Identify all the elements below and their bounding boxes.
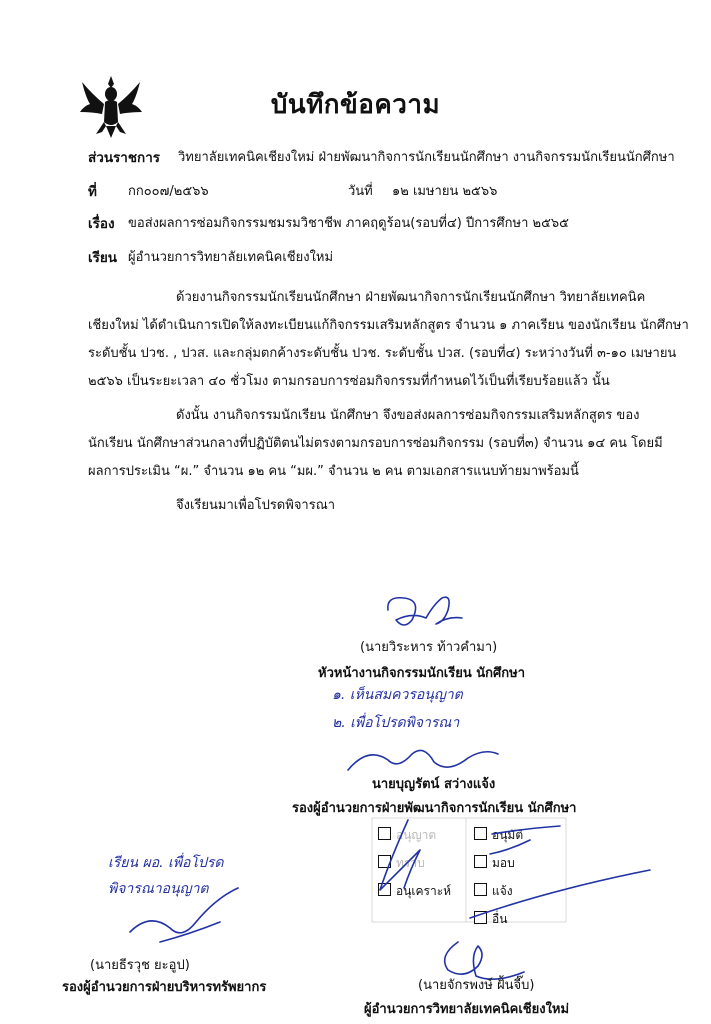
ref-value: กก๐๐๗/๒๕๖๖ bbox=[128, 184, 209, 199]
signatory1-position: หัวหน้างานกิจกรรมนักเรียน นักศึกษา bbox=[318, 666, 526, 681]
signatory4-name: (นายจักรพงษ์ ฝั้นจี๊บ) bbox=[418, 978, 535, 993]
paragraph1-line4: ๒๕๖๖ เป็นระยะเวลา ๔๐ ชั่วโมง ตามกรอบการซ่อมกิจกรรมที่กำหนดไว้เป็นที่เรียบร้อยแล้ว นั้น bbox=[88, 374, 610, 389]
closing-line: จึงเรียนมาเพื่อโปรดพิจารณา bbox=[176, 498, 336, 513]
checkbox-approve-label: อนุมัติ bbox=[492, 828, 524, 842]
checkbox-acknowledge-label: ทราบ bbox=[396, 856, 425, 870]
signatory1-name: (นายวิระหาร ท้าวคำมา) bbox=[360, 640, 498, 655]
checkbox-support-label: อนุเคราะห์ bbox=[396, 884, 452, 898]
checkbox-notify-label: แจ้ง bbox=[492, 884, 513, 898]
left-note-2: พิจารณาอนุญาต bbox=[108, 881, 209, 897]
subject-value: ขอส่งผลการซ่อมกิจกรรมชมรมวิชาชีพ ภาคฤดูร้อน(รอบที่๔) ปีการศึกษา ๒๕๖๕ bbox=[128, 216, 570, 231]
signatory4-position: ผู้อำนวยการวิทยาลัยเทคนิคเชียงใหม่ bbox=[364, 1002, 570, 1017]
handwritten-note-2: ๒. เพื่อโปรดพิจารณา bbox=[332, 715, 460, 731]
ref-label: ที่ bbox=[88, 184, 97, 200]
department-value: วิทยาลัยเทคนิคเชียงใหม่ ฝ่ายพัฒนากิจการนักเรียนนักศึกษา งานกิจกรรมนักเรียนนักศึกษา bbox=[178, 150, 675, 165]
approval-strokes bbox=[360, 810, 660, 950]
subject-label: เรื่อง bbox=[88, 216, 115, 232]
signature-1 bbox=[382, 590, 472, 636]
checkbox-assign-label: มอบ bbox=[492, 856, 515, 870]
handwritten-note-1: ๑. เห็นสมควรอนุญาต bbox=[332, 687, 463, 703]
date-value: ๑๒ เมษายน ๒๕๖๖ bbox=[392, 184, 498, 199]
paragraph1-line3: ระดับชั้น ปวช. , ปวส. และกลุ่มตกค้างระดับชั้น ปวช. ระดับชั้น ปวส. (รอบที่๔) ระหว่างวันที่ ๓-๑๐ เมษายน bbox=[88, 346, 677, 361]
paragraph1-line1: ด้วยงานกิจกรรมนักเรียนนักศึกษา ฝ่ายพัฒนากิจการนักเรียนนักศึกษา วิทยาลัยเทคนิค bbox=[176, 290, 646, 305]
signatory3-name: (นายธีรวุช ยะอูป) bbox=[90, 958, 190, 973]
paragraph2-line1: ดังนั้น งานกิจกรรมนักเรียน นักศึกษา จึงขอส่งผลการซ่อมกิจกรรมเสริมหลักสูตร ของ bbox=[176, 408, 640, 423]
checkbox-allow-label: อนุญาต bbox=[396, 828, 437, 842]
paragraph2-line3: ผลการประเมิน “ผ.” จำนวน ๑๒ คน “มผ.” จำนวน ๒ คน ตามเอกสารแนบท้ายมาพร้อมนี้ bbox=[88, 464, 579, 479]
signatory2-name: นายบุญรัตน์ สว่างแจ้ง bbox=[372, 777, 496, 792]
to-label: เรียน bbox=[88, 250, 118, 266]
signature-3 bbox=[120, 882, 250, 952]
signatory2-position: รองผู้อำนวยการฝ่ายพัฒนากิจการนักเรียน นักศึกษา bbox=[292, 801, 577, 816]
checkbox-other-label: อื่น bbox=[492, 912, 508, 926]
signatory3-position: รองผู้อำนวยการฝ่ายบริหารทรัพยากร bbox=[62, 980, 267, 995]
to-value: ผู้อำนวยการวิทยาลัยเทคนิคเชียงใหม่ bbox=[128, 250, 334, 265]
paragraph2-line2: นักเรียน นักศึกษาส่วนกลางที่ปฏิบัติตนไม่ตรงตามกรอบการซ่อมกิจกรรม (รอบที่๓) จำนวน ๑๔ คน โดยมี bbox=[88, 436, 663, 451]
page-title: บันทึกข้อความ bbox=[270, 90, 441, 120]
department-label: ส่วนราชการ bbox=[88, 150, 161, 166]
left-note-1: เรียน ผอ. เพื่อโปรด bbox=[108, 855, 224, 871]
paragraph1-line2: เชียงใหม่ ได้ดำเนินการเปิดให้ลงทะเบียนแก้กิจกรรมเสริมหลักสูตร จำนวน ๑ ภาคเรียน ของนักเรียน นักศึกษา bbox=[88, 318, 689, 333]
date-label: วันที่ bbox=[348, 184, 373, 199]
